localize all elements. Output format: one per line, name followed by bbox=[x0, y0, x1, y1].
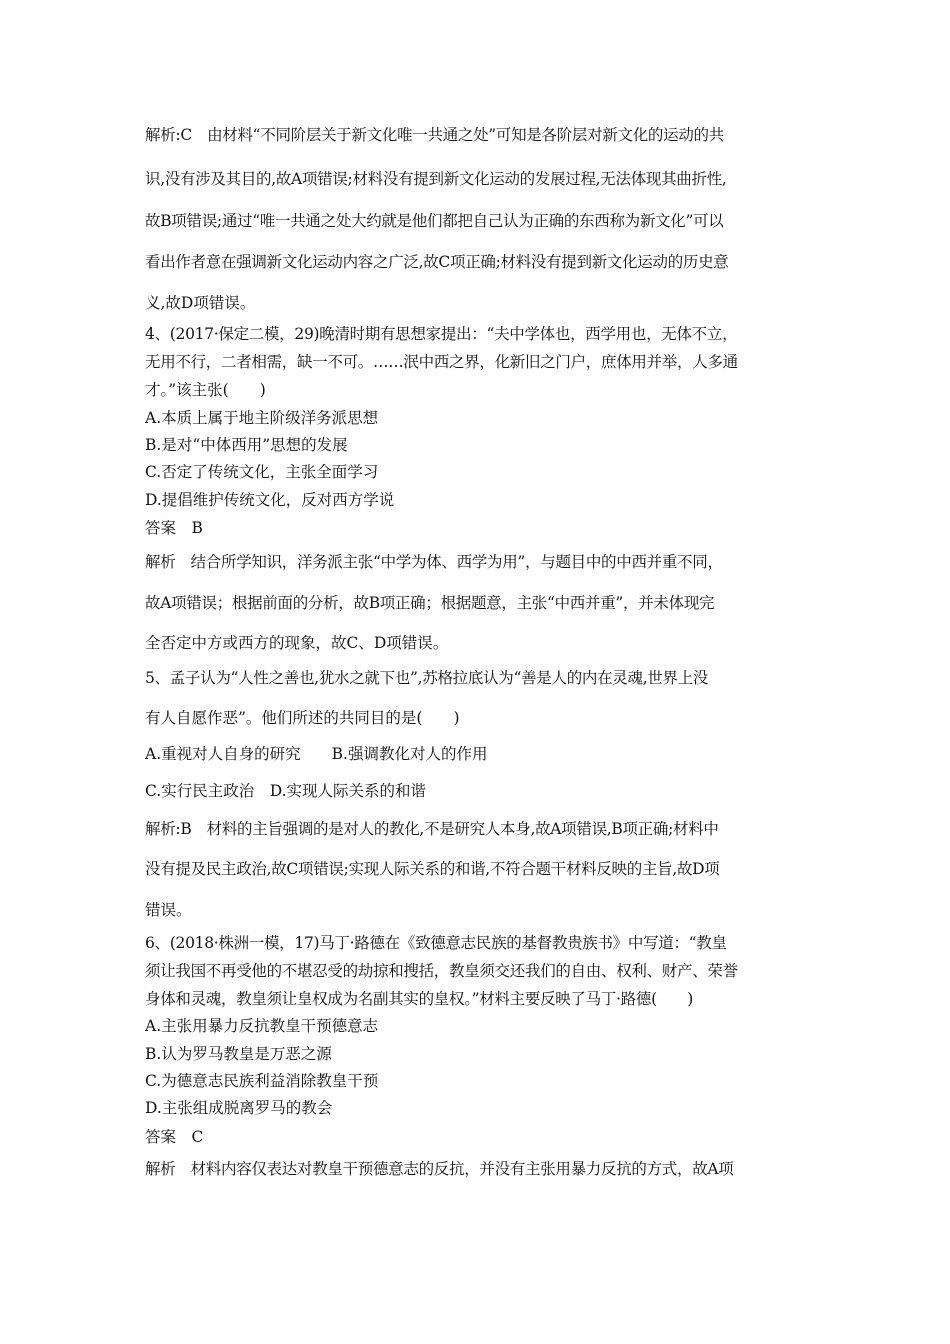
q4-stem-line-1: 4、(2017·保定二模，29)晚清时期有思想家提出：“夫中学体也，西学用也，无体不立， bbox=[145, 325, 738, 343]
q5-options-line-1: A.重视对人自身的研究 B.强调教化对人的作用 bbox=[145, 745, 488, 763]
q3-analysis-line-3: 故B项错误;通过“唯一共通之处大约就是他们都把自己认为正确的东西称为新文化”可以 bbox=[145, 212, 724, 230]
q5-analysis-line-1: 解析:B 材料的主旨强调的是对人的教化,不是研究人本身,故A项错误,B项正确;材料中 bbox=[145, 820, 719, 838]
q5-analysis-line-3: 错误。 bbox=[145, 901, 192, 919]
q3-analysis-line-2: 识,没有涉及其目的,故A项错误;材料没有提到新文化运动的发展过程,无法体现其曲折性, bbox=[145, 170, 727, 188]
q3-analysis-line-5: 义,故D项错误。 bbox=[145, 294, 256, 312]
q4-analysis-line-1: 解析 结合所学知识，洋务派主张“中学为体、西学为用”，与题目中的中西并重不同， bbox=[145, 553, 723, 571]
q6-stem-line-3: 身体和灵魂，教皇须让皇权成为名副其实的皇权。”材料主要反映了马丁·路德( ) bbox=[145, 990, 693, 1008]
q5-analysis-line-2: 没有提及民主政治,故C项错误;实现人际关系的和谐,不符合题干材料反映的主旨,故D项 bbox=[145, 860, 720, 878]
q6-option-d: D.主张组成脱离罗马的教会 bbox=[145, 1099, 333, 1117]
q5-stem-line-1: 5、孟子认为“人性之善也,犹水之就下也”,苏格拉底认为“善是人的内在灵魂,世界上没 bbox=[145, 669, 709, 687]
q6-option-b: B.认为罗马教皇是万恶之源 bbox=[145, 1045, 332, 1063]
q4-option-c: C.否定了传统文化，主张全面学习 bbox=[145, 463, 379, 481]
q3-analysis-line-1: 解析:C 由材料“不同阶层关于新文化唯一共通之处”可知是各阶层对新文化的运动的共 bbox=[145, 126, 724, 144]
q6-answer: 答案 C bbox=[145, 1128, 204, 1146]
q5-stem-line-2: 有人自愿作恶”。他们所述的共同目的是( ) bbox=[145, 709, 460, 727]
q4-stem-line-3: 才。”该主张( ) bbox=[145, 381, 266, 399]
q4-stem-line-2: 无用不行，二者相需，缺一不可。……泯中西之界，化新旧之门户，庶体用并举，人多通 bbox=[145, 353, 738, 371]
q4-option-b: B.是对“中体西用”思想的发展 bbox=[145, 436, 348, 454]
q4-option-a: A.本质上属于地主阶级洋务派思想 bbox=[145, 409, 379, 427]
q6-option-a: A.主张用暴力反抗教皇干预德意志 bbox=[145, 1017, 379, 1035]
q6-option-c: C.为德意志民族利益消除教皇干预 bbox=[145, 1072, 379, 1090]
q6-stem-line-2: 须让我国不再受他的不堪忍受的劫掠和搜括，教皇须交还我们的自由、权利、财产、荣誉 bbox=[145, 962, 738, 980]
q4-answer: 答案 B bbox=[145, 519, 203, 537]
q6-analysis-line-1: 解析 材料内容仅表达对教皇干预德意志的反抗，并没有主张用暴力反抗的方式，故A项 bbox=[145, 1160, 734, 1178]
q5-options-line-2: C.实行民主政治 D.实现人际关系的和谐 bbox=[145, 782, 427, 800]
q6-stem-line-1: 6、(2018·株洲一模，17)马丁·路德在《致德意志民族的基督教贵族书》中写道：“教皇 bbox=[145, 934, 727, 952]
q3-analysis-line-4: 看出作者意在强调新文化运动内容之广泛,故C项正确;材料没有提到新文化运动的历史意 bbox=[145, 253, 729, 271]
q4-option-d: D.提倡维护传统文化，反对西方学说 bbox=[145, 491, 395, 509]
q4-analysis-line-3: 全否定中方或西方的现象，故C、D项错误。 bbox=[145, 634, 449, 652]
q4-analysis-line-2: 故A项错误；根据前面的分析，故B项正确；根据题意，主张“中西并重”，并未体现完 bbox=[145, 594, 715, 612]
